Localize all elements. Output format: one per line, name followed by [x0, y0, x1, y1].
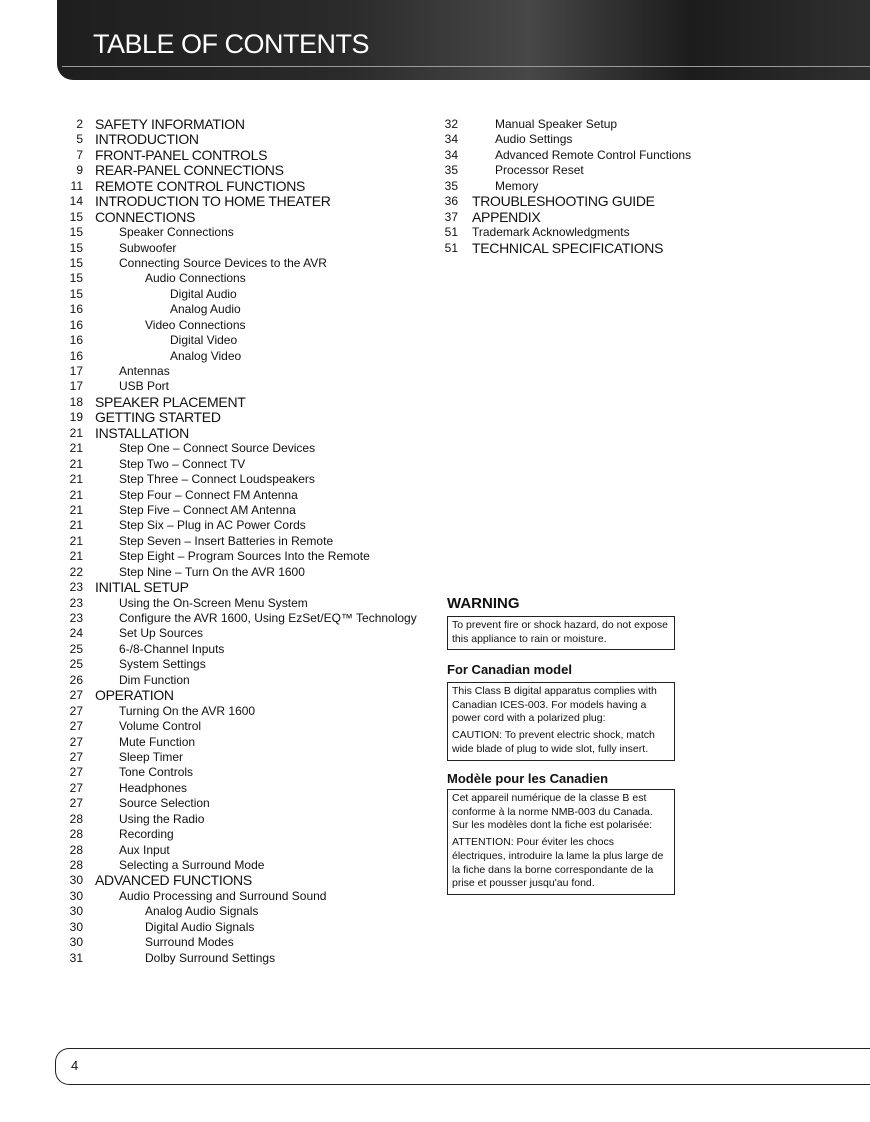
toc-title: Step Four – Connect FM Antenna	[119, 487, 298, 502]
toc-title: INTRODUCTION TO HOME THEATER	[95, 193, 331, 210]
toc-page-number: 31	[69, 950, 83, 965]
toc-title: Aux Input	[119, 842, 170, 857]
toc-page-number: 28	[69, 811, 83, 826]
toc-title: Dolby Surround Settings	[145, 950, 276, 965]
toc-page-number: 30	[69, 873, 83, 888]
toc-entry	[62, 904, 432, 919]
toc-title: Recording	[119, 827, 174, 842]
toc-title: OPERATION	[95, 687, 174, 704]
toc-page-number: 30	[69, 904, 83, 919]
toc-entry	[62, 889, 432, 904]
toc-entry	[62, 920, 432, 935]
toc-entry	[62, 812, 432, 827]
toc-page-number: 21	[69, 425, 83, 440]
toc-entry	[62, 518, 432, 533]
toc-entry	[62, 241, 432, 256]
toc-page-number: 16	[69, 317, 83, 332]
toc-entry	[62, 688, 432, 703]
toc-page-number: 28	[69, 842, 83, 857]
toc-title: Tone Controls	[119, 765, 194, 780]
toc-entry	[62, 642, 432, 657]
toc-title: Analog Video	[170, 348, 242, 363]
toc-entry	[62, 611, 432, 626]
toc-entry	[62, 472, 432, 487]
toc-page-number: 14	[69, 194, 83, 209]
canadian-heading: For Canadian model	[447, 662, 572, 677]
page-number: 4	[71, 1058, 79, 1073]
toc-title: Turning On the AVR 1600	[119, 703, 256, 718]
toc-entry	[62, 935, 432, 950]
toc-entry	[62, 750, 432, 765]
canadian-notice	[447, 662, 675, 761]
toc-entry	[62, 210, 432, 225]
toc-entry	[62, 441, 432, 456]
toc-title: Volume Control	[119, 719, 202, 734]
toc-page-number: 26	[69, 672, 83, 687]
toc-entry	[62, 302, 432, 317]
toc-title: Digital Video	[170, 333, 238, 348]
toc-page-number: 36	[444, 194, 458, 209]
toc-title: Step Six – Plug in AC Power Cords	[119, 518, 306, 533]
toc-entry	[62, 379, 432, 394]
toc-page-number: 51	[444, 225, 458, 240]
canadian-box	[447, 682, 675, 761]
toc-page-number: 25	[69, 657, 83, 672]
toc-title: Analog Audio Signals	[145, 904, 259, 919]
toc-entry	[62, 410, 432, 425]
toc-title: Manual Speaker Setup	[495, 117, 618, 131]
toc-entry	[62, 765, 432, 780]
toc-entry	[62, 225, 432, 240]
toc-title: Dim Function	[119, 672, 190, 687]
toc-title: Sleep Timer	[119, 749, 184, 764]
toc-entry	[440, 210, 740, 225]
toc-title: Subwoofer	[119, 240, 177, 255]
toc-page-number: 27	[69, 703, 83, 718]
toc-entry	[62, 673, 432, 688]
toc-page-number: 22	[69, 564, 83, 579]
toc-title: TROUBLESHOOTING GUIDE	[472, 193, 655, 210]
toc-entry	[62, 735, 432, 750]
toc-entry	[440, 163, 740, 178]
page-title: TABLE OF CONTENTS	[93, 29, 370, 59]
toc-page-number: 5	[76, 132, 83, 147]
toc-entry	[62, 858, 432, 873]
canadien-text-2: ATTENTION: Pour éviter les chocs électriques, introduire la lame la plus large de la fiche dans la borne correspondante de la prise et pousser jusqu'au fond.	[452, 836, 664, 890]
toc-title: Audio Settings	[495, 132, 573, 147]
toc-page-number: 21	[69, 549, 83, 564]
canadian-text-1: This Class B digital apparatus complies with Canadian ICES-003. For models having a power cord with a polarized plug:	[452, 685, 657, 725]
toc-title: Antennas	[119, 364, 170, 378]
toc-page-number: 21	[69, 441, 83, 456]
toc-page-number: 15	[69, 225, 83, 240]
toc-title: FRONT-PANEL CONTROLS	[95, 146, 268, 163]
toc-page-number: 21	[69, 472, 83, 487]
toc-title: Memory	[495, 178, 539, 193]
toc-entry	[62, 626, 432, 641]
toc-entry	[440, 194, 740, 209]
toc-page-number: 11	[70, 178, 83, 193]
toc-page-number: 9	[76, 163, 83, 178]
toc-entry	[62, 457, 432, 472]
toc-entry	[62, 534, 432, 549]
toc-page-number: 23	[69, 611, 83, 625]
toc-entry	[62, 596, 432, 611]
toc-entry	[62, 580, 432, 595]
toc-title: Digital Audio Signals	[145, 919, 255, 934]
canadien-box	[447, 789, 675, 895]
warning-heading: WARNING	[447, 595, 520, 612]
toc-title: INTRODUCTION	[95, 131, 199, 148]
toc-title: REMOTE CONTROL FUNCTIONS	[95, 177, 306, 194]
toc-left-column	[62, 117, 432, 966]
toc-page-number: 15	[69, 286, 83, 301]
toc-title: 6-/8-Channel Inputs	[119, 641, 225, 656]
toc-title: Set Up Sources	[119, 626, 204, 641]
toc-entry	[62, 796, 432, 811]
toc-entry	[62, 148, 432, 163]
toc-title: CONNECTIONS	[95, 208, 196, 225]
toc-page-number: 21	[69, 533, 83, 548]
toc-entry	[440, 179, 740, 194]
toc-page-number: 35	[444, 178, 458, 193]
toc-page-number: 27	[69, 765, 83, 780]
toc-entry	[62, 657, 432, 672]
toc-entry	[440, 225, 740, 240]
toc-page-number: 24	[69, 626, 83, 641]
toc-page-number: 34	[444, 147, 458, 162]
toc-title: Step Five – Connect AM Antenna	[119, 502, 296, 517]
toc-title: Audio Processing and Surround Sound	[119, 888, 327, 903]
toc-entry	[62, 395, 432, 410]
canadien-text-1: Cet appareil numérique de la classe B est conforme à la norme NMB-003 du Canada. Sur les modèles dont la fiche est polarisée:	[452, 792, 653, 832]
toc-page-number: 2	[76, 117, 83, 131]
toc-page-number: 23	[69, 595, 83, 610]
toc-title: TECHNICAL SPECIFICATIONS	[472, 239, 664, 256]
toc-page-number: 21	[69, 518, 83, 533]
toc-title: Surround Modes	[145, 935, 234, 950]
toc-title: SPEAKER PLACEMENT	[95, 393, 246, 410]
toc-page-number: 21	[69, 456, 83, 471]
toc-page-number: 21	[69, 502, 83, 517]
toc-title: REAR-PANEL CONNECTIONS	[95, 162, 284, 179]
toc-page-number: 27	[69, 780, 83, 795]
warning-box	[447, 616, 675, 650]
toc-page-number: 30	[69, 935, 83, 950]
header-divider	[62, 66, 870, 67]
toc-page-number: 30	[69, 919, 83, 934]
toc-page-number: 35	[444, 163, 458, 178]
toc-entry	[62, 349, 432, 364]
toc-page-number: 51	[444, 240, 458, 255]
canadian-text-2: CAUTION: To prevent electric shock, match wide blade of plug to wide slot, fully insert.	[452, 729, 655, 755]
toc-title: ADVANCED FUNCTIONS	[95, 872, 252, 889]
toc-page-number: 17	[69, 379, 83, 394]
toc-title: Audio Connections	[145, 271, 246, 286]
toc-page-number: 18	[69, 394, 83, 409]
toc-title: SAFETY INFORMATION	[95, 116, 245, 132]
toc-entry	[62, 179, 432, 194]
toc-entry	[440, 241, 740, 256]
toc-title: Step One – Connect Source Devices	[119, 441, 316, 456]
toc-title: Step Seven – Insert Batteries in Remote	[119, 533, 334, 548]
canadien-notice	[447, 771, 675, 895]
toc-entry	[62, 117, 432, 132]
toc-title: Digital Audio	[170, 286, 237, 301]
toc-title: USB Port	[119, 379, 170, 394]
warning-text: To prevent fire or shock hazard, do not expose this appliance to rain or moisture.	[452, 619, 668, 645]
toc-page-number: 37	[444, 209, 458, 224]
toc-title: GETTING STARTED	[95, 409, 221, 426]
toc-page-number: 34	[444, 132, 458, 147]
toc-entry	[440, 132, 740, 147]
toc-title: Step Three – Connect Loudspeakers	[119, 472, 315, 487]
toc-title: Source Selection	[119, 796, 210, 811]
page-header	[0, 0, 870, 84]
toc-entry	[62, 565, 432, 580]
toc-page-number: 27	[69, 749, 83, 764]
toc-title: Using the Radio	[119, 811, 205, 826]
toc-page-number: 19	[69, 410, 83, 425]
toc-page-number: 23	[69, 580, 83, 595]
toc-entry	[440, 148, 740, 163]
toc-entry	[62, 719, 432, 734]
toc-page-number: 28	[69, 827, 83, 842]
toc-right-column	[440, 117, 740, 256]
toc-title: Speaker Connections	[119, 225, 234, 240]
toc-entry	[62, 287, 432, 302]
toc-title: Advanced Remote Control Functions	[495, 147, 692, 162]
toc-page-number: 32	[444, 117, 458, 131]
toc-page-number: 21	[69, 487, 83, 502]
canadien-heading: Modèle pour les Canadien	[447, 771, 609, 786]
toc-title: Connecting Source Devices to the AVR	[119, 255, 327, 270]
toc-title: Configure the AVR 1600, Using EzSet/EQ™ Technology	[119, 611, 417, 625]
toc-title: Mute Function	[119, 734, 196, 749]
toc-page-number: 15	[69, 271, 83, 286]
toc-title: INITIAL SETUP	[95, 579, 189, 596]
toc-page-number: 25	[69, 641, 83, 656]
toc-entry	[62, 256, 432, 271]
toc-entry	[62, 488, 432, 503]
toc-entry	[62, 951, 432, 966]
toc-title: Step Nine – Turn On the AVR 1600	[119, 564, 305, 579]
toc-page-number: 15	[69, 255, 83, 270]
toc-page-number: 27	[69, 796, 83, 811]
toc-entry	[62, 194, 432, 209]
toc-title: Video Connections	[145, 317, 246, 332]
toc-title: Headphones	[119, 780, 188, 795]
toc-title: APPENDIX	[472, 208, 541, 225]
toc-page-number: 27	[69, 734, 83, 749]
toc-entry	[62, 873, 432, 888]
toc-page-number: 27	[69, 688, 83, 703]
toc-entry	[62, 364, 432, 379]
toc-entry	[62, 271, 432, 286]
toc-title: Step Eight – Program Sources Into the Remote	[119, 549, 370, 564]
toc-entry	[62, 318, 432, 333]
toc-page-number: 27	[69, 719, 83, 734]
toc-page-number: 15	[69, 240, 83, 255]
toc-page-number: 17	[69, 364, 83, 378]
toc-page-number: 16	[69, 333, 83, 348]
toc-entry	[62, 827, 432, 842]
toc-entry	[62, 843, 432, 858]
toc-title: Processor Reset	[495, 163, 584, 178]
toc-page-number: 16	[69, 302, 83, 317]
toc-entry	[62, 132, 432, 147]
toc-page-number: 15	[69, 209, 83, 224]
toc-entry	[62, 426, 432, 441]
toc-page-number: 16	[69, 348, 83, 363]
toc-title: Trademark Acknowledgments	[472, 225, 630, 240]
toc-entry	[62, 549, 432, 564]
toc-title: Selecting a Surround Mode	[119, 858, 265, 872]
warning-notice	[447, 595, 675, 650]
toc-entry	[62, 503, 432, 518]
toc-entry	[62, 704, 432, 719]
toc-entry	[440, 117, 740, 132]
toc-title: INSTALLATION	[95, 424, 189, 441]
toc-page-number: 7	[76, 147, 83, 162]
toc-title: Analog Audio	[170, 302, 241, 317]
toc-title: Using the On-Screen Menu System	[119, 595, 308, 610]
toc-page-number: 30	[69, 888, 83, 903]
toc-page-number: 28	[69, 858, 83, 872]
toc-entry	[62, 333, 432, 348]
footer-frame	[55, 1048, 870, 1085]
toc-title: Step Two – Connect TV	[119, 456, 246, 471]
toc-entry	[62, 163, 432, 178]
toc-title: System Settings	[119, 657, 206, 672]
toc-entry	[62, 781, 432, 796]
